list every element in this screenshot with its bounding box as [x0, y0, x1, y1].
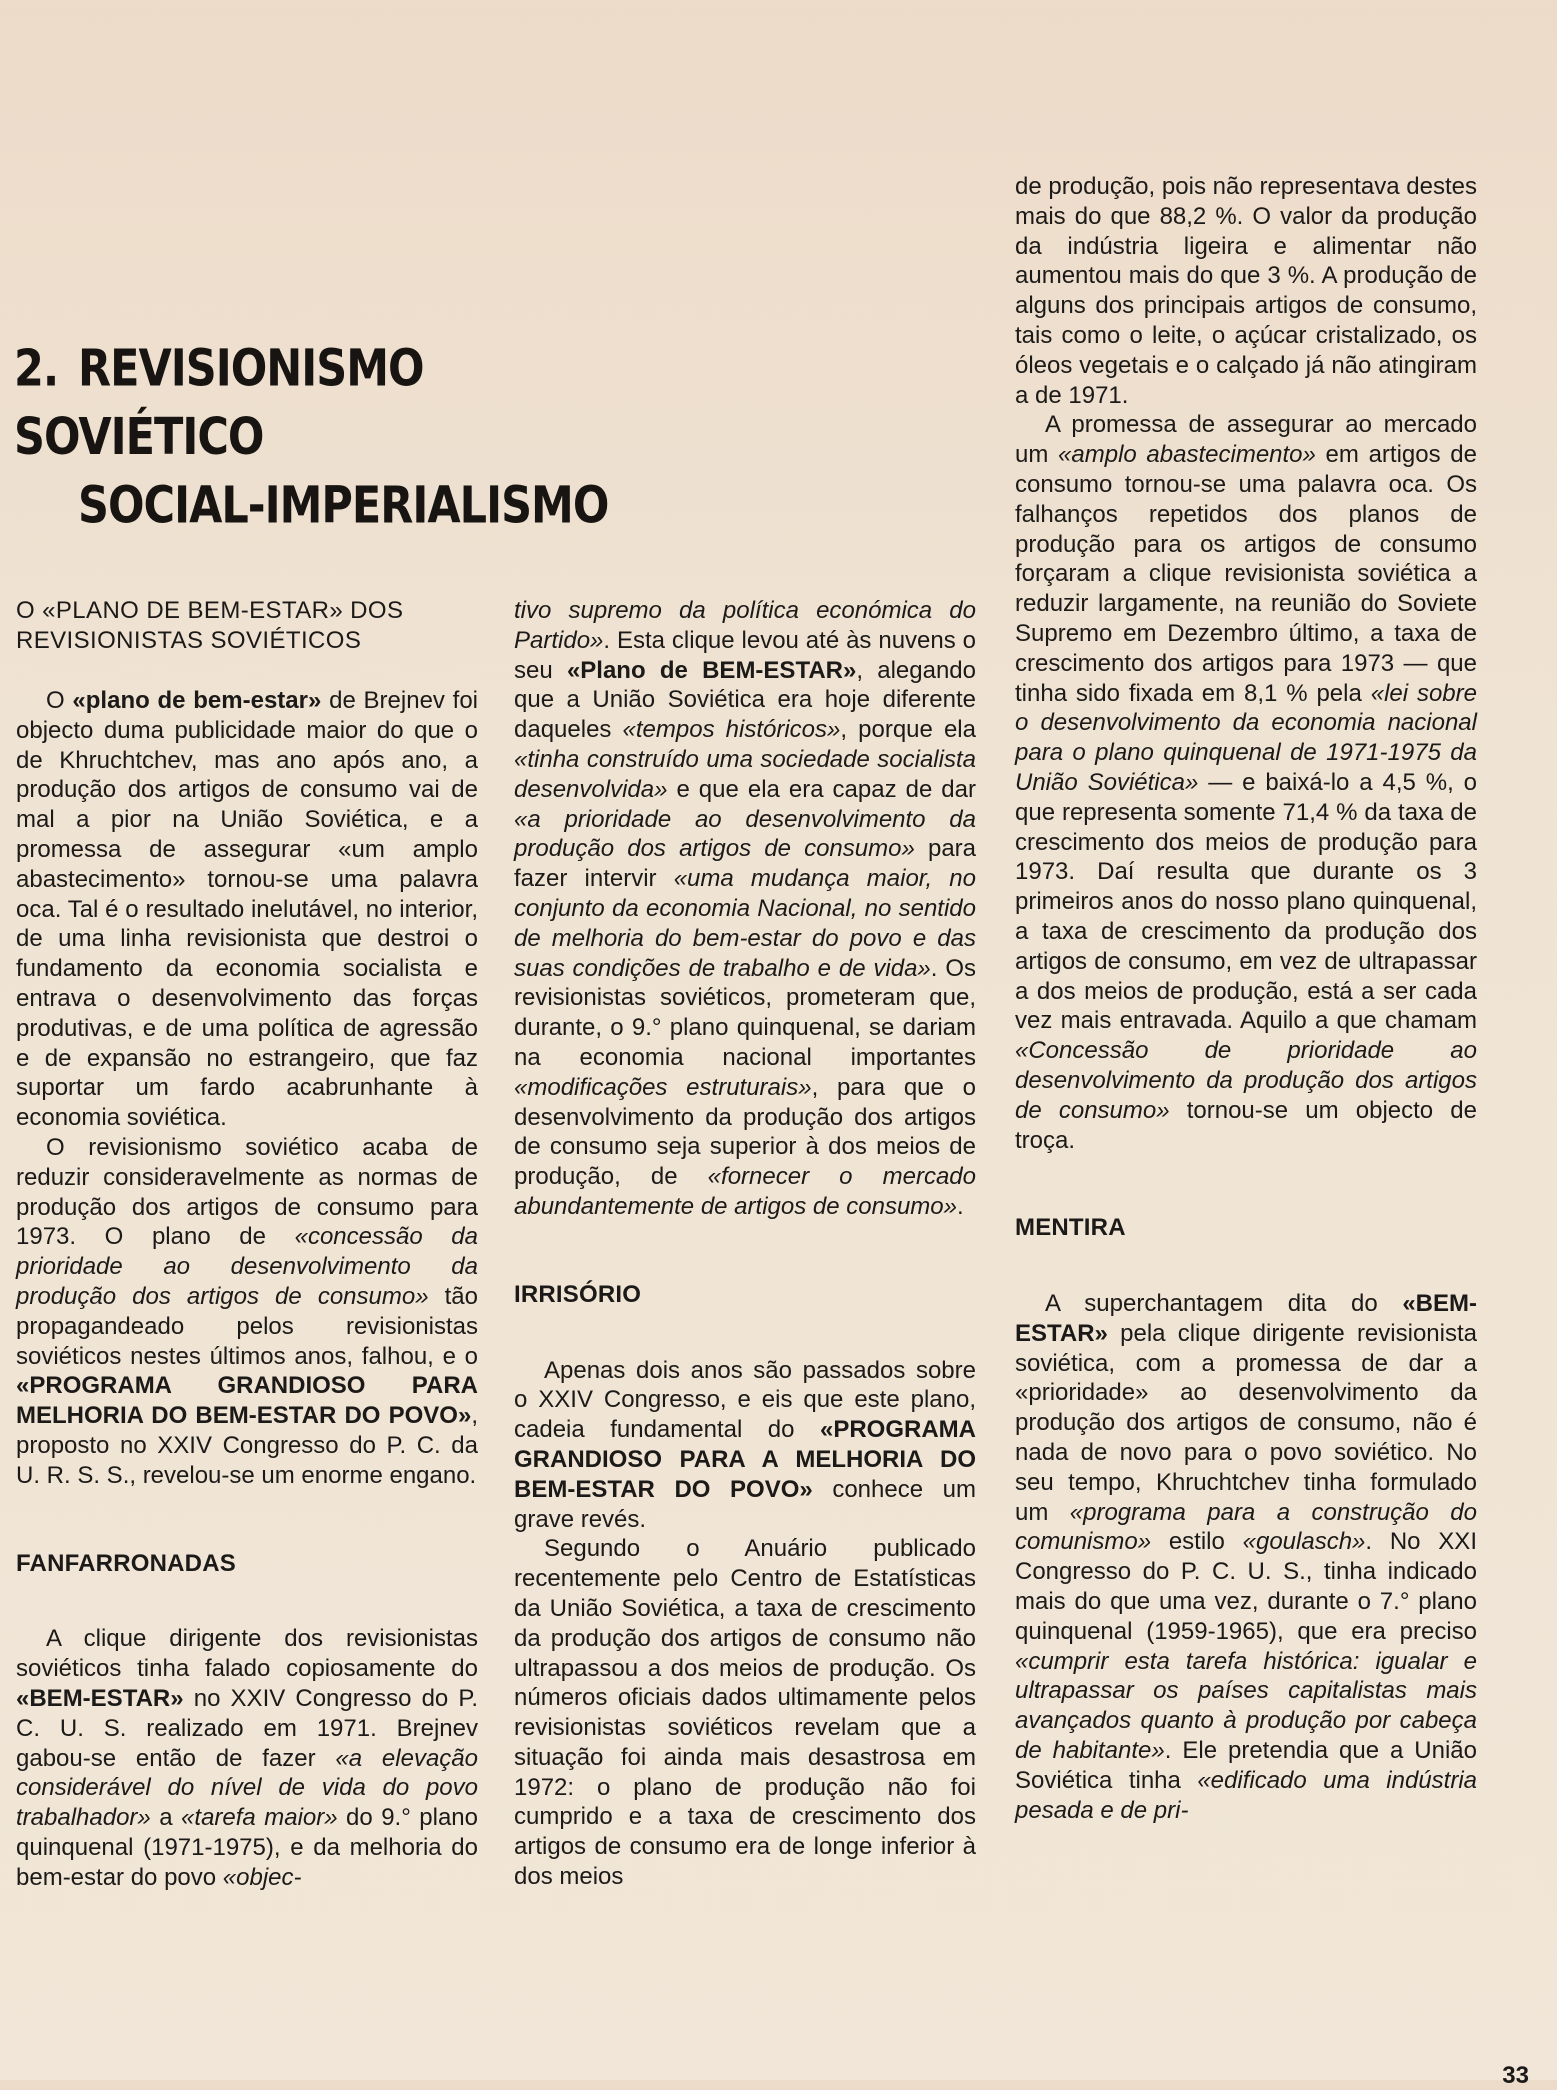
section-number: 2.	[14, 339, 59, 399]
paragraph: Apenas dois anos são passados sobre o XXIV Congresso, e eis que este plano, cadeia fundamental do «PROGRAMA GRANDIOSO PARA A MELHORIA DO BEM-ESTAR DO POVO» conhece um grave revés.	[514, 1356, 976, 1533]
column-1	[16, 596, 478, 1892]
heading-line-1	[14, 335, 654, 472]
heading-title-2: SOCIAL-IMPERIALISMO	[78, 476, 609, 536]
column-2	[514, 596, 976, 1892]
paragraph: tivo supremo da política económica do Partido». Esta clique levou até às nuvens o seu «Plano de BEM-ESTAR», alegando que a União Soviética era hoje diferente daqueles «tempos históricos», porque ela «tinha construído uma sociedade socialista desenvolvida» e que ela era capaz de dar «a prioridade ao desenvolvimento da produção dos artigos de consumo» para fazer intervir «uma mudança maior, no conjunto da economia Nacional, no sentido de melhoria do bem-estar do povo e das suas condições de trabalho e de vida». Os revisionistas soviéticos, prometeram que, durante, o 9.° plano quinquenal, se dariam na economia nacional importantes «modificações estruturais», para que o desenvolvimento da produção dos artigos de consumo seja superior à dos meios de produção, de «fornecer o mercado abundantemente de artigos de consumo».	[514, 597, 977, 1220]
paragraph: A promessa de assegurar ao mercado um «amplo abastecimento» em artigos de consumo tornou-se uma palavra oca. Os falhanços repetidos dos planos de produção para os artigos de consumo forçaram a clique revisionista soviética a reduzir largamente, na reunião do Soviete Supremo em Dezembro último, a taxa de crescimento dos artigos para 1973 — que tinha sido fixada em 8,1 % pela «lei sobre o desenvolvimento da economia nacional para o plano quinquenal de 1971-1975 da União Soviética» — e baixá-lo a 4,5 %, o que representa somente 71,4 % da taxa de crescimento dos meios de produção para 1973. Daí resulta que durante os 3 primeiros anos do nosso plano quinquenal, a taxa de crescimento da produção dos artigos de consumo, em vez de ultrapassar a dos meios de produção, está a ser cada vez mais entravada. Aquilo a que chamam «Concessão de prioridade ao desenvolvimento da produção dos artigos de consumo» tornou-se um objecto de troça.	[1015, 411, 1477, 1154]
paragraph: A clique dirigente dos revisionistas soviéticos tinha falado copiosamente do «BEM-ESTAR» no XXIV Congresso do P. C. U. S. realizado em 1971. Brejnev gabou-se então de fazer «a elevação considerável do nível de vida do povo trabalhador» a «tarefa maior» do 9.° plano quinquenal (1971-1975), e da melhoria do bem-estar do povo «objec-	[16, 1625, 479, 1891]
paragraph: de produção, pois não representava destes mais do que 88,2 %. O valor da produção da indústria ligeira e alimentar não aumentou mais do que 3 %. A produção de alguns dos principais artigos de consumo, tais como o leite, o açúcar cristalizado, os óleos vegetais e o calçado já não atingiram a de 1971.	[1015, 173, 1477, 409]
column-3	[1015, 172, 1477, 1825]
subheading-irrisorio: IRRISÓRIO	[514, 1280, 642, 1308]
heading-title-1: REVISIONISMO SOVIÉTICO	[14, 339, 424, 468]
subheading-mentira: MENTIRA	[1015, 1214, 1126, 1242]
page-number: 33	[1502, 2062, 1529, 2089]
paragraph: Segundo o Anuário publicado recentemente pelo Centro de Estatísticas da União Soviética, a taxa de crescimento da produção dos artigos de consumo não ultrapassou a dos meios de produção. Os números oficiais dados ultimamente pelos revisionistas soviéticos revelam que a situação foi ainda mais desastrosa em 1972: o plano de produção não foi cumprido e a taxa de crescimento dos artigos de consumo era de longe inferior à dos meios	[514, 1535, 976, 1891]
article-heading	[14, 335, 654, 540]
paragraph: O «plano de bem-estar» de Brejnev foi objecto duma publicidade maior do que o de Khruchtchev, mas ano após ano, a produção dos artigos de consumo vai de mal a pior na União Soviética, e a promessa de assegurar «um amplo abastecimento» tornou-se uma palavra oca. Tal é o resultado inelutável, no interior, de uma linha revisionista que destroi o fundamento da economia socialista e entrava o desenvolvimento das forças produtivas, e de uma política de agressão e de expansão no estrangeiro, que faz suportar um fardo acabrunhante à economia soviética.	[16, 687, 479, 1132]
paragraph: O revisionismo soviético acaba de reduzir consideravelmente as normas de produção dos artigos de consumo para 1973. O plano de «concessão da prioridade ao desenvolvimento da produção dos artigos de consumo» tão propagandeado pelos revisionistas soviéticos nestes últimos anos, falhou, e o «PROGRAMA GRANDIOSO PARA MELHORIA DO BEM-ESTAR DO POVO», proposto no XXIV Congresso do P. C. da U. R. S. S., revelou-se um enorme engano.	[16, 1133, 479, 1489]
section-title: O «PLANO DE BEM-ESTAR» DOS REVISIONISTAS SOVIÉTICOS	[16, 597, 404, 654]
paragraph: A superchantagem dita do «BEM-ESTAR» pela clique dirigente revisionista soviética, com a promessa de dar a «prioridade» ao desenvolvimento da produção dos artigos de consumo, não é nada de novo para o povo soviético. No seu tempo, Khruchtchev tinha formulado um «programa para a construção do comunismo» estilo «goulasch». No XXI Congresso do P. C. U. S., tinha indicado mais do que uma vez, durante o 7.° plano quinquenal (1959-1965), que era preciso «cumprir esta tarefa histórica: igualar e ultrapassar os países capitalistas mais avançados quanto à produção por cabeça de habitante». Ele pretendia que a União Soviética tinha «edificado uma indústria pesada e de pri-	[1015, 1290, 1478, 1824]
subheading-fanfarronadas: FANFARRONADAS	[16, 1549, 236, 1577]
